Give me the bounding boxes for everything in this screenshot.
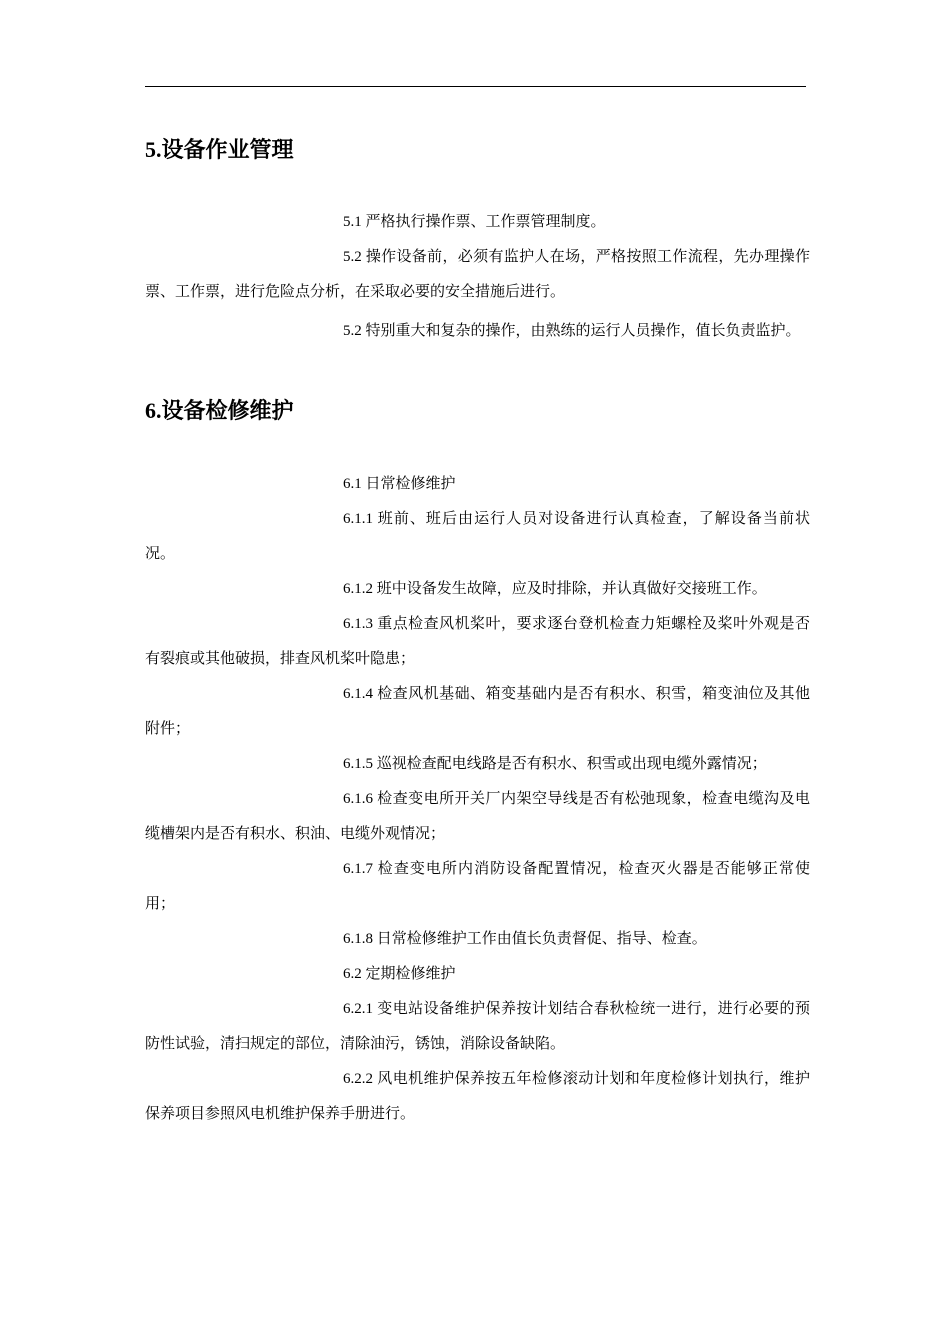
paragraph-6-1-2: 6.1.2 班中设备发生故障，应及时排除，并认真做好交接班工作。 <box>343 581 767 597</box>
paragraph-6-1-5: 6.1.5 巡视检查配电线路是否有积水、积雪或出现电缆外露情况； <box>343 756 767 772</box>
header-rule <box>145 86 806 87</box>
paragraph-5-2: 5.2 操作设备前，必须有监护人在场，严格按照工作流程，先办理操作票、工作票，进行危险点分析，在采取必要的安全措施后进行。 <box>145 249 810 300</box>
paragraph-5-1: 5.1 严格执行操作票、工作票管理制度。 <box>343 214 606 230</box>
paragraph-6-2: 6.2 定期检修维护 <box>343 966 456 982</box>
paragraph-6-1-3: 6.1.3 重点检查风机桨叶，要求逐台登机检查力矩螺栓及桨叶外观是否有裂痕或其他破损，排查风机桨叶隐患； <box>145 616 810 667</box>
paragraph-6-1-7: 6.1.7 检查变电所内消防设备配置情况，检查灭火器是否能够正常使用； <box>145 861 810 912</box>
paragraph-6-1-1: 6.1.1 班前、班后由运行人员对设备进行认真检查，了解设备当前状况。 <box>145 511 810 562</box>
paragraph-6-1-8: 6.1.8 日常检修维护工作由值长负责督促、指导、检查。 <box>343 931 707 947</box>
paragraph-6-2-2: 6.2.2 风电机维护保养按五年检修滚动计划和年度检修计划执行，维护保养项目参照风电机维护保养手册进行。 <box>145 1071 810 1122</box>
paragraph-6-1: 6.1 日常检修维护 <box>343 476 456 492</box>
paragraph-6-2-1: 6.2.1 变电站设备维护保养按计划结合春秋检统一进行，进行必要的预防性试验，清扫规定的部位，清除油污，锈蚀，消除设备缺陷。 <box>145 1001 810 1052</box>
paragraph-6-1-4: 6.1.4 检查风机基础、箱变基础内是否有积水、积雪，箱变油位及其他附件； <box>145 686 810 737</box>
paragraph-6-1-6: 6.1.6 检查变电所开关厂内架空导线是否有松弛现象，检查电缆沟及电缆槽架内是否有积水、积油、电缆外观情况； <box>145 791 810 842</box>
section-5-heading: 5.设备作业管理 <box>145 137 294 162</box>
section-6-heading: 6.设备检修维护 <box>145 398 294 423</box>
paragraph-5-2-special: 5.2 特别重大和复杂的操作，由熟练的运行人员操作，值长负责监护。 <box>343 323 801 339</box>
